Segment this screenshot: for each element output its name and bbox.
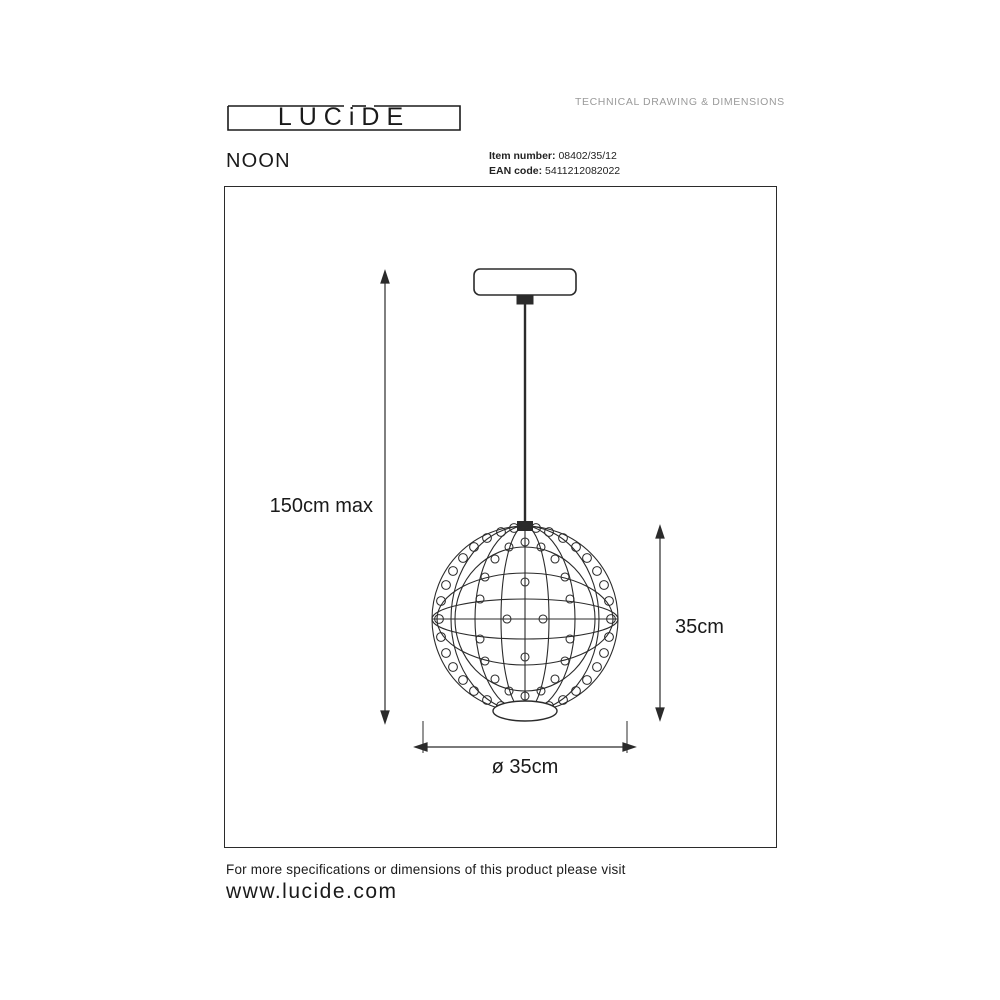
drawing-frame	[224, 186, 777, 848]
svg-text:LUCiDE: LUCiDE	[277, 103, 411, 131]
footer-note: For more specifications or dimensions of this product please visit	[226, 862, 626, 877]
ean-value: 5411212082022	[545, 165, 621, 177]
shade-height-dimension-label: 35cm	[675, 616, 724, 638]
ean-label: EAN code:	[489, 165, 543, 177]
height-dimension-label: 150cm max	[269, 495, 373, 517]
item-number-row	[489, 149, 620, 164]
lucide-logo-svg	[224, 98, 464, 134]
lucide-logo	[224, 98, 464, 134]
wire-globe-shade-icon	[432, 522, 618, 721]
height-dimension	[381, 271, 389, 723]
technical-drawing-label: TECHNICAL DRAWING & DIMENSIONS	[575, 96, 785, 108]
diameter-dimension	[415, 721, 635, 753]
product-meta	[489, 149, 620, 179]
ceiling-canopy-icon	[474, 269, 576, 304]
page-title: NOON	[226, 150, 291, 172]
item-number-label: Item number:	[489, 150, 556, 162]
suspension-cable-icon	[517, 304, 533, 531]
diameter-dimension-label: ø 35cm	[491, 756, 559, 778]
pendant-lamp-icon	[225, 187, 778, 849]
shade-height-dimension	[656, 526, 664, 720]
ean-row	[489, 164, 620, 179]
footer-url[interactable]: www.lucide.com	[226, 880, 398, 903]
item-number-value: 08402/35/12	[558, 150, 617, 162]
